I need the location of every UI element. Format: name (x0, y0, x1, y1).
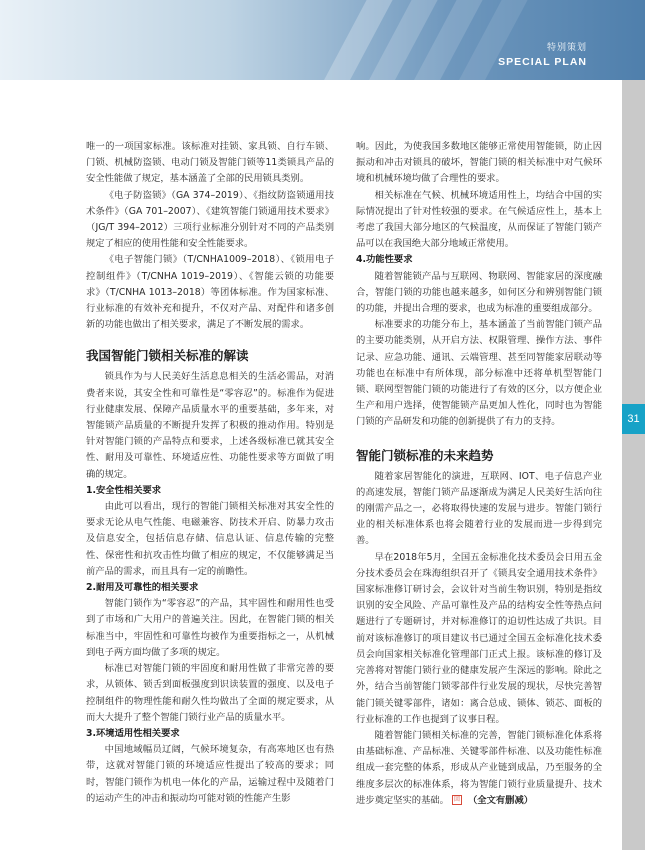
paragraph: 相关标准在气候、机械环境适用性上，均结合中国的实际情况提出了针对性较强的要求。在气候适应性上，基本上考虑了我国大部分地区的气候温度，从而保证了智能门锁产品可以在我国绝大部分地域正常使用。 (356, 189, 602, 250)
subheading: 2.耐用及可靠性的相关要求 (86, 582, 199, 594)
paragraph: 随着家居智能化的演进，互联网、IOT、电子信息产业的高速发展，智能门锁产品逐渐成为满足人民美好生活向往的刚需产品之一，必将取得快速的发展与进步。智能门锁行业的相关标准体系也将会随着行业的发展而进一步得到完善。 (356, 470, 602, 547)
header-banner (0, 0, 645, 80)
column-name: 特别策划 (546, 43, 587, 53)
subheading: 3.环境适用性相关要求 (86, 727, 180, 739)
section-title: 智能门锁标准的未来趋势 (356, 447, 494, 463)
paragraph: 《电子防盗锁》（GA 374–2019）、《指纹防盗锁通用技术条件》（GA 701–2007）、《建筑智能门锁通用技术要求》（JG/T 394–2012）三项行业标准分别针对不同的产品类别规定了相应的使用性能和安全性能要求。 (86, 189, 334, 250)
column-header (498, 40, 587, 68)
page-side-bar (622, 80, 645, 850)
paragraph: 响。因此，为使我国多数地区能够正常使用智能锁，防止因振动和冲击对锁具的破坏，智能门锁的相关标准中对气候环境和机械环境均做了合理性的要求。 (356, 141, 602, 185)
paragraph: 随着智能锁产品与互联网、物联网、智能家居的深度融合，智能门锁的功能也越来越多，如何区分和辨别智能门锁的功能，并提出合理的要求，也成为标准的重要组成部分。 (356, 270, 602, 315)
right-column (356, 139, 602, 809)
end-note: （全文有删减） (467, 794, 534, 806)
paragraph-text: 随着智能门锁相关标准的完善，智能门锁标准化体系将由基础标准、产品标准、关键零部件标准、以及功能性标准组成一套完整的体系，形成从产业链到成品，乃至服务的全维度多层次的标准体系，将为智能门锁行业质量提升、技术进步奠定坚实的基础。 (356, 729, 602, 806)
paragraph: 中国地域幅员辽阔，气候环境复杂，有高寒地区也有热带，这就对智能门锁的环境适应性提出了较高的要求；同时，智能门锁作为机电一体化的产品，运输过程中及随着门的运动产生的冲击和振动均可能对锁的性能产生影 (86, 744, 334, 804)
paragraph: 标准要求的功能分布上，基本涵盖了当前智能门锁产品的主要功能类别，从开启方法、权限管理、操作方法、事件记录、应急功能、通讯、云端管理、甚至同智能家居联动等功能也在标准中有所体现，部分标准中还将单机型智能门锁、联网型智能门锁的功能进行了有效的区分，以方便企业生产和用户选择，使智能锁产品更加人性化，同时也为智能门锁的产品研发和功能的创新提供了有力的支持。 (356, 319, 602, 428)
paragraph: 锁具作为与人民美好生活息息相关的生活必需品，对消费者来说，其安全性和可靠性是“零容忍”的。标准作为促进行业健康发展、保障产品质量水平的重要基础，多年来，对智能锁产品质量的不断提升发挥了积极的推动作用。特别是针对智能门锁的产品特点和要求，上述各级标准已就其安全性、耐用及可靠性、环境适应性、功能性要求等方面做了明确的规定。 (86, 371, 334, 480)
paragraph: 《电子智能门锁》（T/CNHA1009–2018）、《锁用电子控制组件》（T/CNHA 1019–2019）、《智能云锁的功能要求》（T/CNHA 1013–2018）等团体标准。作为国家标准、行业标准的有效补充和提升，不仅对产品、对配件和诸多创新的功能也做出了相关要求，满足了不断发展的需求。 (86, 254, 334, 331)
paragraph: 智能门锁作为“零容忍”的产品，其牢固性和耐用性也受到了市场和广大用户的普遍关注。因此，在智能门锁的相关标准当中，牢固性和可靠性均被作为重要指标之一，从机械到电子两方面均做了多项的规定。 (86, 598, 334, 658)
paragraph: 标准已对智能门锁的牢固度和耐用性做了非常完善的要求，从锁体、锁舌到面板强度到识读装置的强度、以及电子控制组件的物理性能和耐久性均做出了全面的规定要求，从而大大提升了整个智能门锁行业产品的质量水平。 (86, 663, 334, 723)
column-name-en: SPECIAL PLAN (498, 56, 587, 68)
left-column (86, 139, 334, 807)
page-number: 31 (622, 404, 645, 434)
end-mark-icon: 回 (453, 796, 460, 804)
closing-paragraph (356, 728, 602, 809)
paragraph: 早在2018年5月，全国五金标准化技术委员会日用五金分技术委员会在珠海组织召开了《锁具安全通用技术条件》国家标准修订研讨会，会议针对当前生物识别，特别是指纹识别的安全风险、产品可靠性及产品的结构安全性等热点问题进行了专题研讨，并对标准修订的迫切性达成了共识。目前对该标准修订的项目建议书已通过全国五金标准化技术委员会向国家相关标准化管理部门正式上报。该标准的修订及完善将对智能门锁行业的健康发展产生深远的影响。除此之外，结合当前智能门锁零部件行业发展的现状，尽快完善智能门锁关键零部件，诸如：离合总成、锁体、锁芯、面板的行业标准的工作也提到了议事日程。 (356, 551, 602, 725)
paragraph: 由此可以看出，现行的智能门锁相关标准对其安全性的要求无论从电气性能、电磁兼容、防技术开启、防暴力攻击及信息安全，包括信息存储、信息认证、信息传输的完整性、保密性和抗攻击性均做了相应的规定，不仅能够满足当前产品的需求，而且具有一定的前瞻性。 (86, 501, 334, 577)
paragraph: 唯一的一项国家标准。该标准对挂锁、家具锁、自行车锁、门锁、机械防盗锁、电动门锁及智能门锁等11类锁具产品的安全性能做了规定，基本涵盖了全部的民用锁具类别。 (86, 141, 334, 185)
subheading: 1.安全性相关要求 (86, 484, 162, 496)
section-title: 我国智能门锁相关标准的解读 (86, 348, 249, 364)
subheading: 4.功能性要求 (356, 254, 413, 266)
